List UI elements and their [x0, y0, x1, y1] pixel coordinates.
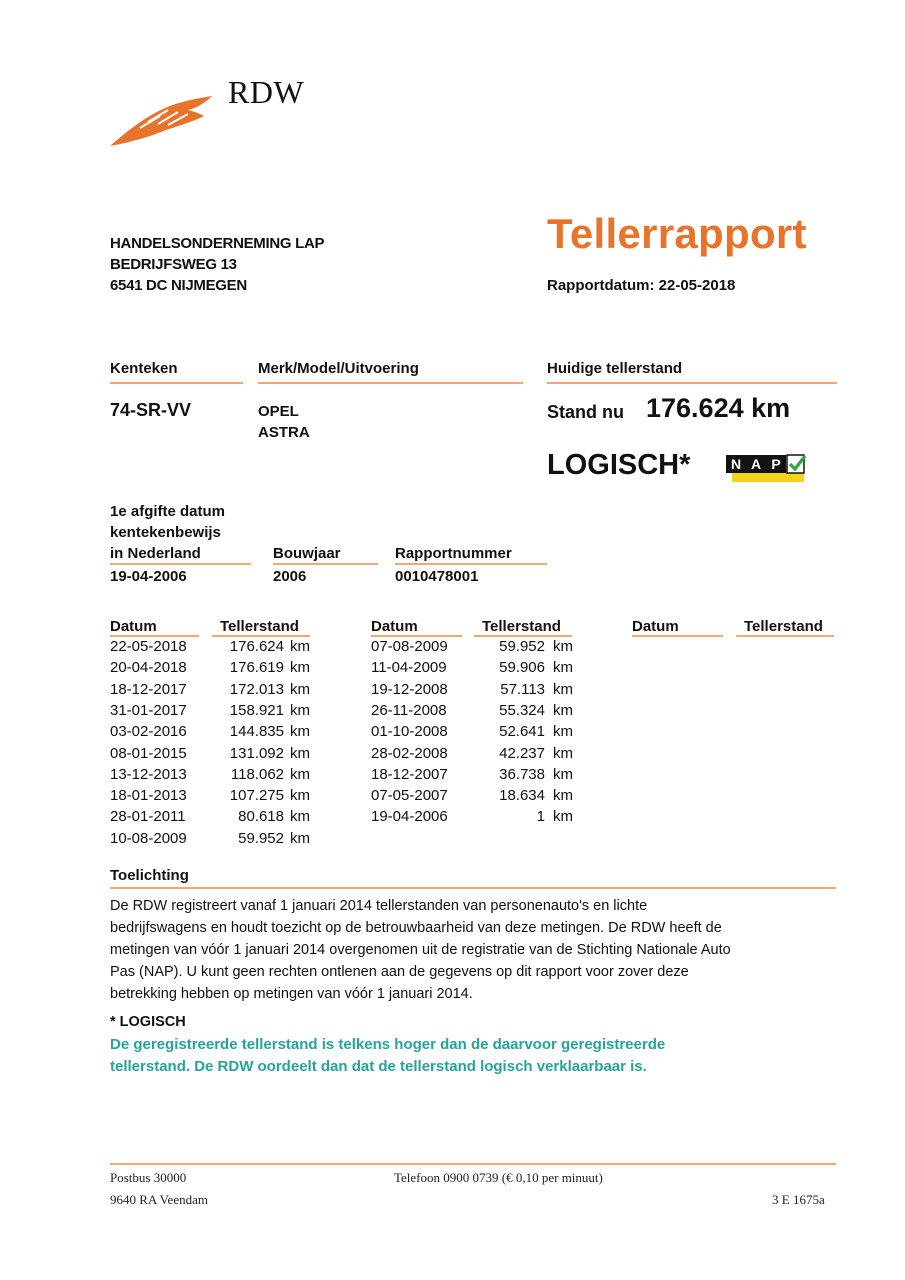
col3-datum-header: Datum [632, 618, 679, 635]
divider [110, 887, 836, 889]
divider [110, 382, 243, 384]
stand-nu-value: 176.624 km [646, 393, 791, 423]
divider [474, 635, 572, 637]
row-date: 10-08-2009 [110, 829, 187, 847]
col2-datum-header: Datum [371, 618, 418, 635]
row-date: 22-05-2018 [110, 638, 187, 655]
row-unit: km [553, 638, 573, 655]
row-unit: km [290, 680, 310, 698]
row-date: 19-04-2006 [371, 808, 448, 826]
row-tellerstand: 172.013 [229, 680, 284, 698]
row-unit: km [290, 808, 310, 826]
toelichting-line: bedrijfswagens en houdt toezicht op de betrouwbaarheid van deze metingen. De RDW heeft de [110, 920, 722, 936]
row-tellerstand: 18.634 [499, 787, 545, 805]
note-title: * LOGISCH [110, 1014, 186, 1030]
row-date: 18-01-2013 [110, 787, 187, 805]
divider [632, 635, 723, 637]
merk-label: Merk/Model/Uitvoering [258, 360, 419, 377]
col1-datum-header: Datum [110, 618, 157, 635]
toelichting-line: Pas (NAP). U kunt geen rechten ontlenen aan de gegevens op dit rapport voor zover deze [110, 964, 689, 980]
divider [110, 635, 199, 637]
row-unit: km [553, 808, 573, 826]
footer-code: 3 E 1675a [772, 1192, 825, 1207]
row-date: 18-12-2007 [371, 765, 448, 783]
row-unit: km [553, 765, 573, 783]
row-unit: km [553, 701, 573, 719]
rapportnummer-value: 0010478001 [395, 568, 479, 585]
report-title: Tellerrapport [547, 210, 807, 257]
row-tellerstand: 36.738 [499, 765, 545, 783]
row-unit: km [290, 701, 310, 719]
row-unit: km [553, 744, 573, 762]
row-tellerstand: 57.113 [500, 680, 545, 698]
divider [273, 563, 378, 565]
note-line: De geregistreerde tellerstand is telkens hoger dan de daarvoor geregistreerde [110, 1036, 666, 1053]
footer-postbus: Postbus 30000 [110, 1170, 187, 1185]
model-value: ASTRA [258, 424, 310, 441]
svg-text:N: N [730, 456, 742, 472]
toelichting-line: betrekking hebben op metingen van vóór 1 januari 2014. [110, 986, 473, 1002]
row-tellerstand: 59.952 [499, 638, 545, 655]
note-line: tellerstand. De RDW oordeelt dan dat de tellerstand logisch verklaarbaar is. [110, 1058, 647, 1075]
row-date: 31-01-2017 [110, 701, 187, 719]
row-date: 03-02-2016 [110, 723, 187, 741]
kenteken-value: 74-SR-VV [110, 400, 192, 420]
stand-nu-label: Stand nu [547, 402, 624, 422]
divider [395, 563, 547, 565]
svg-text:P: P [771, 456, 781, 472]
row-unit: km [290, 744, 310, 762]
address-line-2: BEDRIJFSWEG 13 [110, 256, 237, 273]
row-tellerstand: 118.062 [230, 765, 284, 783]
row-date: 07-05-2007 [371, 787, 448, 805]
logisch-status: LOGISCH* [547, 449, 691, 481]
row-unit: km [290, 638, 310, 655]
row-tellerstand: 1 [536, 808, 545, 826]
brand-name: RDW [228, 74, 305, 110]
row-tellerstand: 176.624 [229, 638, 284, 655]
merk-value: OPEL [258, 403, 299, 420]
address-line-1: HANDELSONDERNEMING LAP [110, 235, 325, 252]
afgifte-label-3: in Nederland [110, 545, 201, 562]
toelichting-line: De RDW registreert vanaf 1 januari 2014 tellerstanden van personenauto's en lichte [110, 898, 648, 914]
nap-logo [724, 452, 806, 484]
row-tellerstand: 52.641 [499, 723, 545, 741]
row-tellerstand: 131.092 [229, 744, 284, 762]
row-date: 18-12-2017 [110, 680, 187, 698]
row-tellerstand: 42.237 [499, 744, 545, 762]
row-tellerstand: 59.952 [238, 829, 284, 847]
row-unit: km [553, 659, 573, 677]
toelichting-line: metingen van vóór 1 januari 2014 overgenomen uit de registratie van de Stichting Nationale Auto [110, 942, 731, 958]
toelichting-text [110, 895, 838, 1005]
row-unit: km [290, 829, 310, 847]
footer-divider [110, 1163, 836, 1165]
row-date: 28-01-2011 [110, 808, 186, 826]
afgifte-value: 19-04-2006 [110, 568, 187, 585]
row-unit: km [553, 787, 573, 805]
col2-teller-header: Tellerstand [482, 618, 561, 635]
rdw-logo-icon [108, 92, 214, 150]
address-line-3: 6541 DC NIJMEGEN [110, 277, 247, 294]
divider [258, 382, 523, 384]
row-tellerstand: 144.835 [229, 723, 284, 741]
row-tellerstand: 55.324 [499, 701, 545, 719]
divider [212, 635, 310, 637]
row-date: 01-10-2008 [371, 723, 448, 741]
col3-teller-header: Tellerstand [744, 618, 823, 635]
note-text [110, 1034, 830, 1078]
footer-phone: Telefoon 0900 0739 (€ 0,10 per minuut) [394, 1170, 603, 1185]
row-unit: km [553, 680, 573, 698]
afgifte-label-2: kentekenbewijs [110, 524, 221, 541]
row-date: 20-04-2018 [110, 659, 187, 677]
report-date: Rapportdatum: 22-05-2018 [547, 277, 736, 294]
row-unit: km [553, 723, 573, 741]
divider [547, 382, 837, 384]
svg-text:A: A [750, 456, 762, 472]
row-date: 11-04-2009 [371, 659, 447, 677]
divider [736, 635, 834, 637]
bouwjaar-label: Bouwjaar [273, 545, 341, 562]
row-date: 26-11-2008 [371, 701, 447, 719]
row-unit: km [290, 787, 310, 805]
row-tellerstand: 59.906 [499, 659, 545, 677]
row-date: 28-02-2008 [371, 744, 448, 762]
row-date: 07-08-2009 [371, 638, 448, 655]
row-date: 08-01-2015 [110, 744, 187, 762]
row-date: 13-12-2013 [110, 765, 187, 783]
huidige-tellerstand-label: Huidige tellerstand [547, 360, 683, 377]
rapportnummer-label: Rapportnummer [395, 545, 512, 562]
divider [371, 635, 462, 637]
row-tellerstand: 176.619 [229, 659, 284, 677]
row-unit: km [290, 723, 310, 741]
row-unit: km [290, 659, 310, 677]
footer-city: 9640 RA Veendam [110, 1192, 208, 1207]
toelichting-title: Toelichting [110, 867, 189, 884]
row-date: 19-12-2008 [371, 680, 448, 698]
col1-teller-header: Tellerstand [220, 618, 299, 635]
row-tellerstand: 80.618 [238, 808, 284, 826]
row-tellerstand: 158.921 [229, 701, 284, 719]
row-tellerstand: 107.275 [229, 787, 284, 805]
afgifte-label-1: 1e afgifte datum [110, 503, 226, 520]
row-unit: km [290, 765, 310, 783]
kenteken-label: Kenteken [110, 360, 178, 377]
bouwjaar-value: 2006 [273, 568, 307, 585]
divider [110, 563, 251, 565]
